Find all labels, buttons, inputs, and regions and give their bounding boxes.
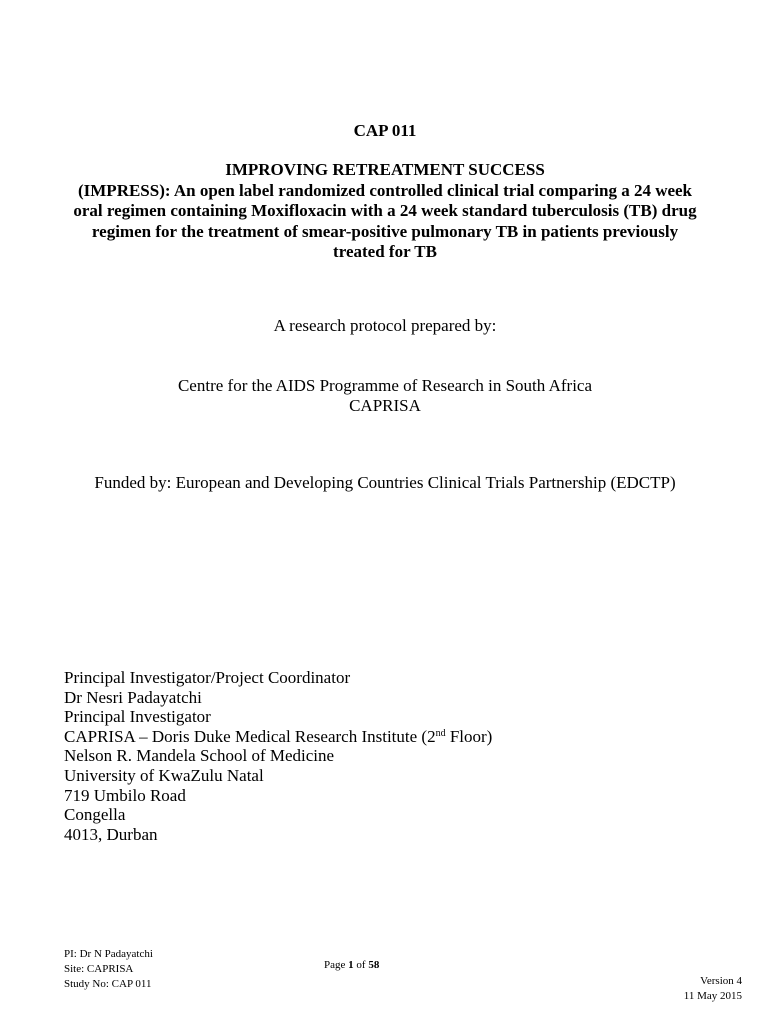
- footer-version: Version 4: [700, 975, 742, 987]
- footer-date: 11 May 2015: [683, 990, 742, 1002]
- title-line: treated for TB: [333, 242, 437, 262]
- contact-role-coordinator: Principal Investigator/Project Coordinator: [64, 668, 351, 687]
- contact-street: 719 Umbilo Road: [64, 785, 186, 805]
- contact-university: University of KwaZulu Natal: [64, 765, 264, 785]
- organization-name: Centre for the AIDS Programme of Research in South Africa: [177, 376, 593, 395]
- footer-study: Study No: CAP 011: [64, 978, 152, 990]
- funded-by-text: Funded by: European and Developing Countries Clinical Trials Partnership (EDCTP): [94, 473, 676, 492]
- title-line: (IMPRESS): An open label randomized controlled clinical trial comparing a 24 week: [77, 180, 693, 200]
- prepared-by-text: A research protocol prepared by:: [273, 316, 497, 335]
- footer-left: [64, 947, 153, 992]
- page-number: Page 1 of 58: [324, 959, 380, 971]
- contact-block: [64, 668, 492, 844]
- protocol-title: [45, 160, 725, 263]
- contact-name: Dr Nesri Padayatchi: [64, 687, 202, 707]
- footer-site: Site: CAPRISA: [64, 963, 134, 975]
- contact-school: Nelson R. Mandela School of Medicine: [64, 746, 335, 766]
- organization-block: [0, 376, 770, 416]
- organization-acronym: CAPRISA: [349, 396, 421, 415]
- contact-suburb: Congella: [64, 805, 126, 825]
- contact-role-pi: Principal Investigator: [64, 707, 211, 727]
- title-line: regimen for the treatment of smear-positive pulmonary TB in patients previously: [91, 221, 679, 241]
- contact-institute: CAPRISA – Doris Duke Medical Research Institute (2nd Floor): [64, 726, 493, 746]
- title-line: oral regimen containing Moxifloxacin with a 24 week standard tuberculosis (TB) drug: [73, 201, 697, 221]
- footer-pi: PI: Dr N Padayatchi: [64, 948, 153, 960]
- footer-right: [684, 974, 742, 1004]
- contact-city: 4013, Durban: [64, 824, 158, 844]
- protocol-code: CAP 011: [353, 121, 417, 140]
- title-line: IMPROVING RETREATMENT SUCCESS: [225, 160, 545, 179]
